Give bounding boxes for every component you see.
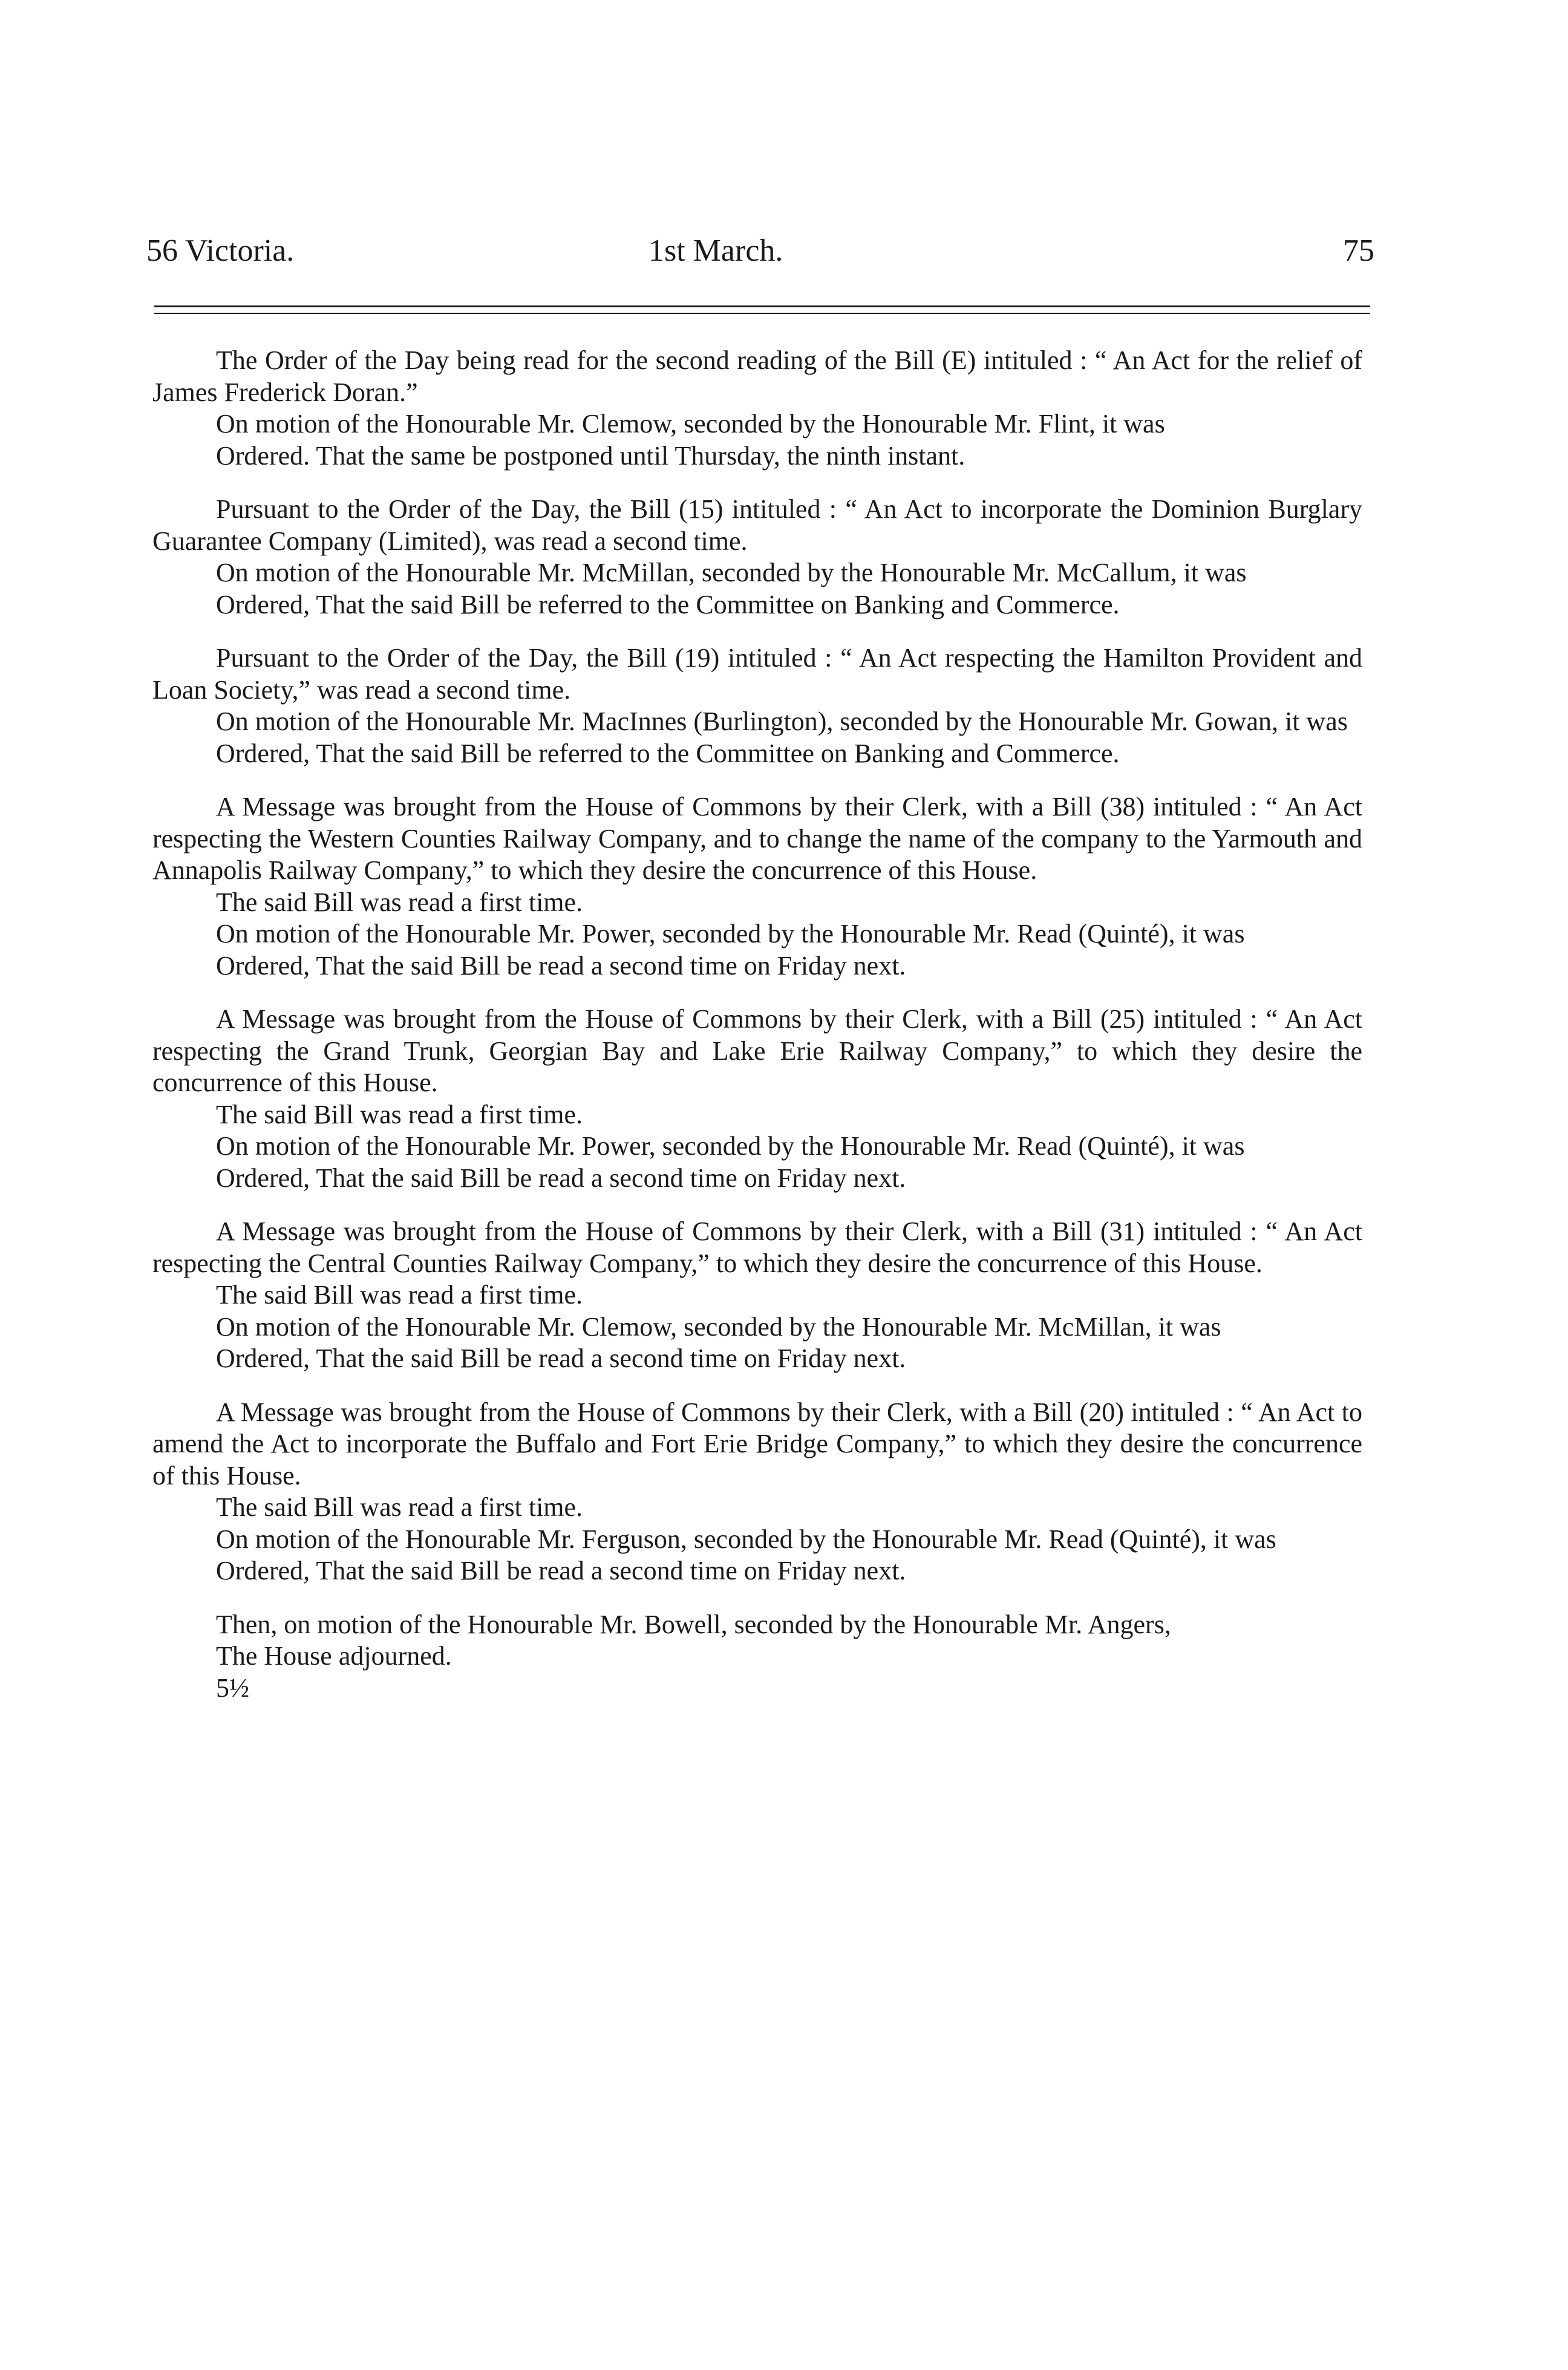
header-date: 1st March. (648, 233, 783, 268)
entry-paragraph: On motion of the Honourable Mr. McMillan, seconded by the Honourable Mr. McCallum, it was (216, 558, 1247, 587)
journal-entry (152, 642, 1362, 769)
entry-paragraph: The said Bill was read a first time. (216, 1492, 583, 1522)
entry-paragraph: On motion of the Honourable Mr. Power, seconded by the Honourable Mr. Read (Quinté), it was (216, 1131, 1245, 1161)
signature-mark: 5½ (216, 1673, 249, 1703)
header-regnal-year: 56 Victoria. (146, 233, 295, 268)
entry-paragraph: Ordered, That the said Bill be read a second time on Friday next. (216, 950, 906, 981)
entry-paragraph: On motion of the Honourable Mr. Clemow, seconded by the Honourable Mr. Flint, it was (216, 409, 1165, 439)
entry-paragraph: A Message was brought from the House of Commons by their Clerk, with a Bill (38) intituled : “ An Act respecting the Western Counties Railway Company, and to change the name of the company to the Yarmouth and Annapolis Railway Company,” to which they desire the concurrence of this House. (152, 792, 1362, 885)
entry-paragraph: Ordered, That the said Bill be read a second time on Friday next. (216, 1343, 906, 1373)
running-header (146, 227, 1380, 275)
journal-entry (152, 1004, 1362, 1194)
journal-entry (152, 1609, 1362, 1673)
entry-paragraph: A Message was brought from the House of Commons by their Clerk, with a Bill (20) intituled : “ An Act to amend the Act to incorporate the Buffalo and Fort Erie Bridge Company,” to which they desire the concurrence of this House. (152, 1397, 1362, 1490)
journal-entry (152, 791, 1362, 982)
entry-paragraph: Then, on motion of the Honourable Mr. Bowell, seconded by the Honourable Mr. Angers, (216, 1609, 1171, 1639)
journal-entry (152, 494, 1362, 621)
entry-paragraph: On motion of the Honourable Mr. Power, seconded by the Honourable Mr. Read (Quinté), it was (216, 919, 1245, 948)
entry-paragraph: On motion of the Honourable Mr. Ferguson, seconded by the Honourable Mr. Read (Quinté), it was (216, 1524, 1276, 1554)
entry-paragraph: The House adjourned. (216, 1641, 452, 1671)
journal-entry (152, 1397, 1362, 1587)
entry-paragraph: Ordered. That the same be postponed until Thursday, the ninth instant. (216, 440, 965, 471)
entry-paragraph: The Order of the Day being read for the second reading of the Bill (E) intituled : “ An Act for the relief of James Frederick Doran.” (152, 345, 1362, 407)
journal-entry (152, 1216, 1362, 1375)
entry-paragraph: Pursuant to the Order of the Day, the Bill (15) intituled : “ An Act to incorporate the Dominion Burglary Guarantee Company (Limited), was read a second time. (152, 494, 1362, 556)
entry-paragraph: On motion of the Honourable Mr. MacInnes (Burlington), seconded by the Honourable Mr. Gowan, it was (216, 707, 1348, 736)
entry-paragraph: A Message was brought from the House of Commons by their Clerk, with a Bill (31) intituled : “ An Act respecting the Central Counties Railway Company,” to which they desire the concurrence of this House. (152, 1216, 1362, 1278)
entry-paragraph: Pursuant to the Order of the Day, the Bill (19) intituled : “ An Act respecting the Hamilton Provident and Loan Society,” was read a second time. (152, 643, 1362, 705)
entry-paragraph: Ordered, That the said Bill be read a second time on Friday next. (216, 1163, 906, 1193)
entry-paragraph: A Message was brought from the House of Commons by their Clerk, with a Bill (25) intituled : “ An Act respecting the Grand Trunk, Georgian Bay and Lake Erie Railway Company,” to which they desire the concurrence of this House. (152, 1004, 1362, 1097)
entry-paragraph: Ordered, That the said Bill be referred to the Committee on Banking and Commerce. (216, 589, 1120, 619)
journal-entry (152, 345, 1362, 472)
entry-paragraph: The said Bill was read a first time. (216, 1280, 583, 1310)
page-number: 75 (1343, 233, 1374, 268)
header-rule-top (154, 305, 1370, 307)
entry-paragraph: Ordered, That the said Bill be referred to the Committee on Banking and Commerce. (216, 738, 1120, 768)
entry-paragraph: On motion of the Honourable Mr. Clemow, seconded by the Honourable Mr. McMillan, it was (216, 1311, 1221, 1342)
entry-paragraph: The said Bill was read a first time. (216, 887, 583, 917)
journal-body (152, 345, 1362, 1704)
entry-paragraph: The said Bill was read a first time. (216, 1099, 583, 1129)
header-rule-bottom (154, 313, 1370, 314)
entry-paragraph: Ordered, That the said Bill be read a second time on Friday next. (216, 1556, 906, 1585)
